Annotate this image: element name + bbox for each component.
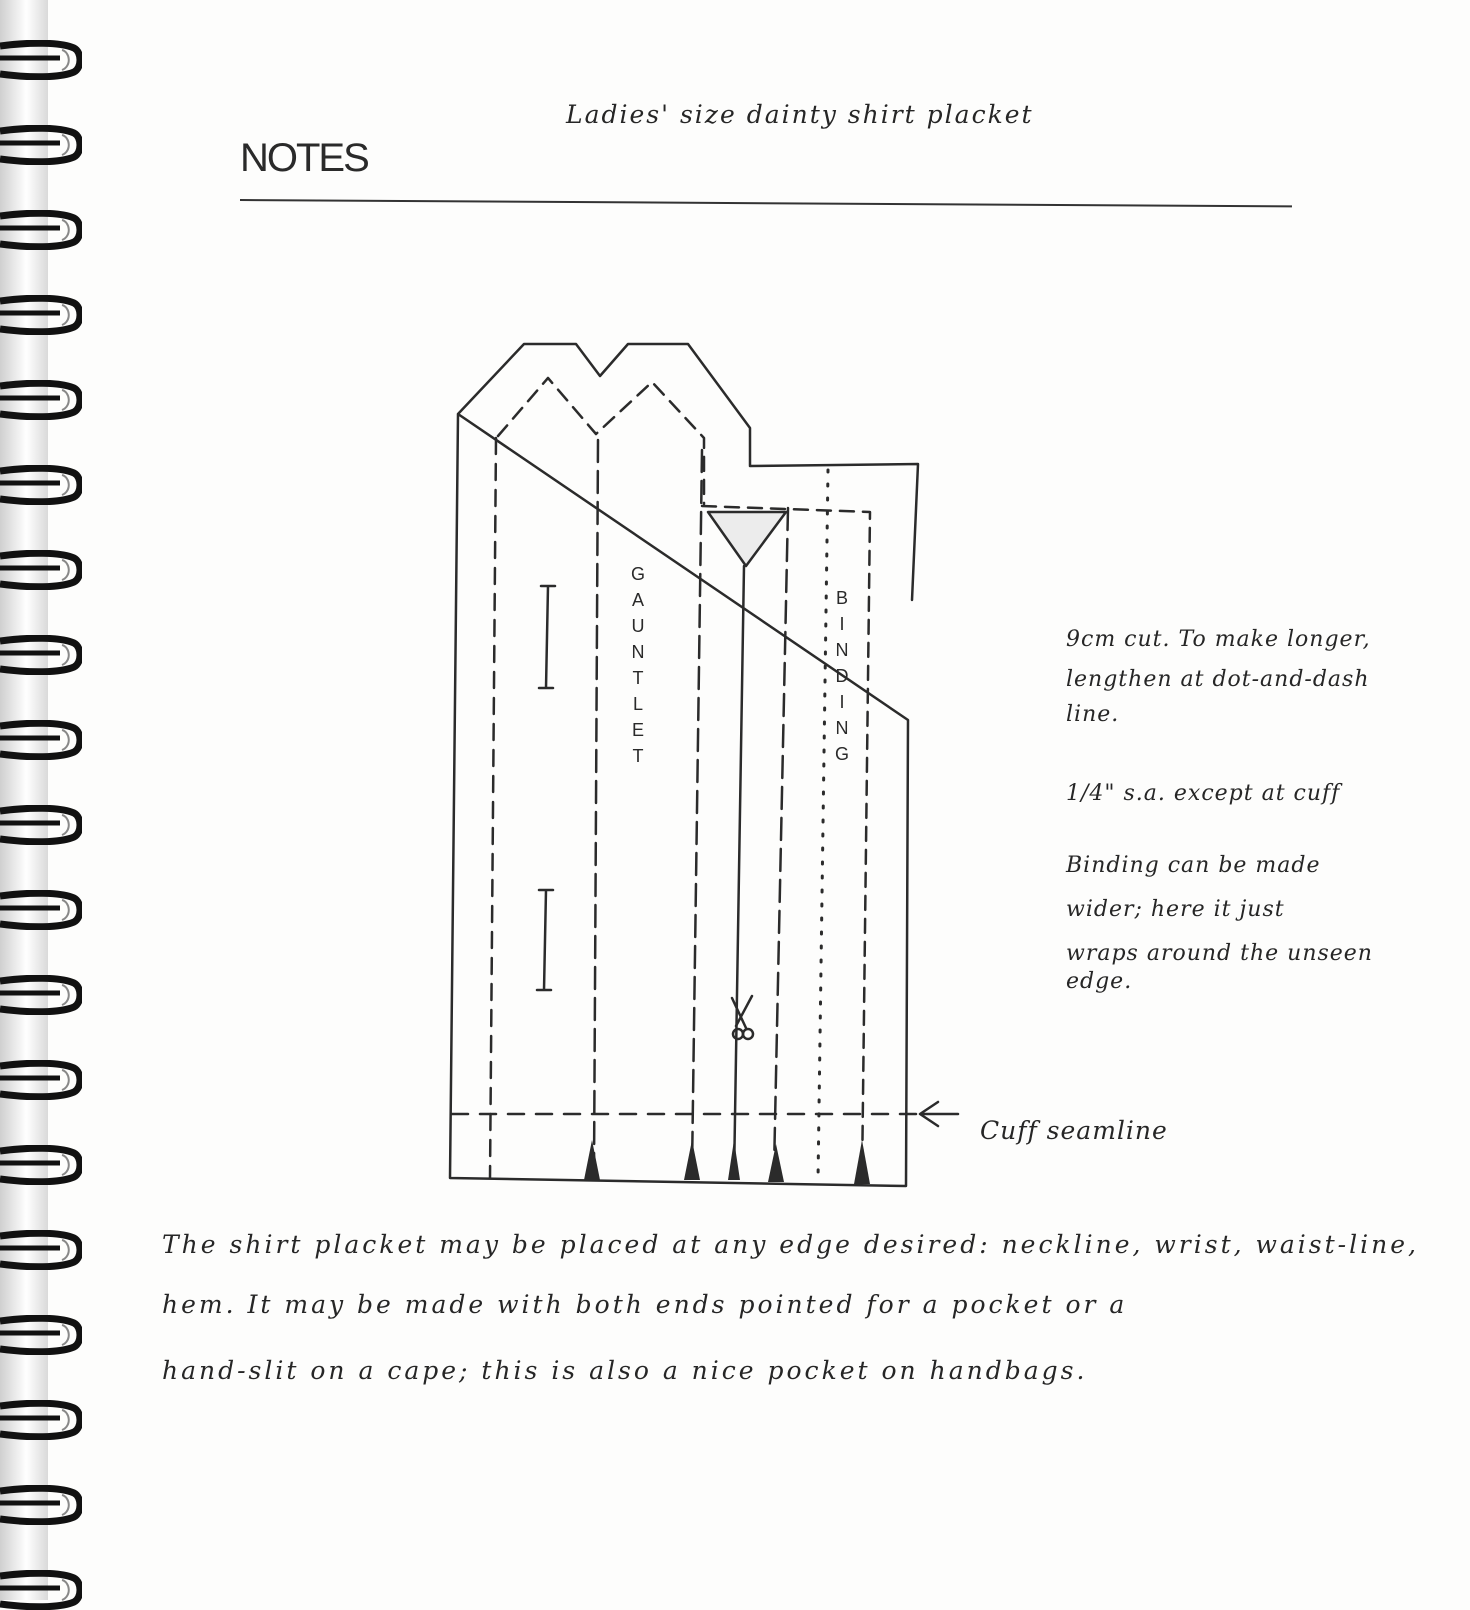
heading-rule: [240, 199, 1292, 207]
label-letter: D: [835, 666, 849, 686]
gauntlet-fold-line: [594, 440, 598, 1170]
note-binding-line4: edge.: [1066, 969, 1133, 994]
spiral-ring: [0, 380, 82, 420]
note-binding-line1: Binding can be made: [1066, 853, 1321, 878]
note-cut-line2: lengthen at dot-and-dash: [1066, 667, 1370, 692]
note-binding-line3: wraps around the unseen: [1066, 941, 1373, 966]
paragraph-line2: hem. It may be made with both ends pointed for a pocket or a: [162, 1290, 1128, 1319]
spiral-ring: [0, 805, 82, 845]
gauntlet-stitch-line: [498, 378, 704, 504]
buttonhole-bottom: [537, 890, 553, 990]
spiral-ring: [0, 40, 82, 80]
label-letter: E: [631, 720, 644, 740]
label-letter: U: [631, 616, 645, 636]
spiral-ring: [0, 1315, 82, 1355]
spiral-ring: [0, 125, 82, 165]
note-seam-allowance: 1/4" s.a. except at cuff: [1066, 781, 1341, 806]
label-letter: A: [631, 590, 644, 610]
spiral-ring: [0, 890, 82, 930]
note-cut-line3: line.: [1066, 702, 1120, 727]
spiral-ring: [0, 1230, 82, 1270]
label-letter: T: [632, 668, 644, 688]
grain-arrows: [584, 1140, 870, 1184]
label-letter: G: [834, 744, 849, 764]
label-letter: G: [630, 564, 645, 584]
spiral-ring: [0, 210, 82, 250]
spiral-ring: [0, 1145, 82, 1185]
note-binding-line2: wider; here it just: [1066, 897, 1285, 922]
page-heading: NOTES: [240, 136, 368, 180]
label-letter: I: [839, 614, 845, 634]
note-cut-line1: 9cm cut. To make longer,: [1066, 627, 1371, 652]
binding-label: [832, 586, 852, 768]
label-letter: T: [632, 746, 644, 766]
label-letter: N: [631, 642, 645, 662]
buttonhole-top: [539, 586, 555, 688]
dot-line: [818, 470, 828, 1180]
label-letter: N: [835, 640, 849, 660]
gauntlet-label: [628, 562, 648, 770]
page-title: Ladies' size dainty shirt placket: [566, 100, 1034, 129]
slit-triangle: [708, 512, 786, 566]
cuff-seamline-label: Cuff seamline: [980, 1116, 1168, 1145]
spiral-ring: [0, 1570, 82, 1610]
spiral-ring: [0, 975, 82, 1015]
placket-pattern-diagram: [440, 330, 1080, 1230]
spiral-ring: [0, 1400, 82, 1440]
paragraph-line1: The shirt placket may be placed at any edge desired: neckline, wrist, waist-line,: [162, 1230, 1419, 1259]
spiral-ring: [0, 1060, 82, 1100]
label-letter: I: [839, 692, 845, 712]
spiral-ring: [0, 1485, 82, 1525]
scissors-mark: [732, 996, 752, 1028]
paragraph-line3: hand-slit on a cape; this is also a nice pocket on handbags.: [162, 1356, 1088, 1385]
spiral-ring: [0, 465, 82, 505]
label-letter: N: [835, 718, 849, 738]
cuff-arrow: [920, 1102, 958, 1126]
cut-slit-line: [734, 566, 744, 1178]
spiral-ring: [0, 550, 82, 590]
spiral-ring: [0, 295, 82, 335]
label-letter: L: [632, 694, 643, 714]
spiral-ring: [0, 720, 82, 760]
label-letter: B: [835, 588, 848, 608]
spiral-ring: [0, 635, 82, 675]
